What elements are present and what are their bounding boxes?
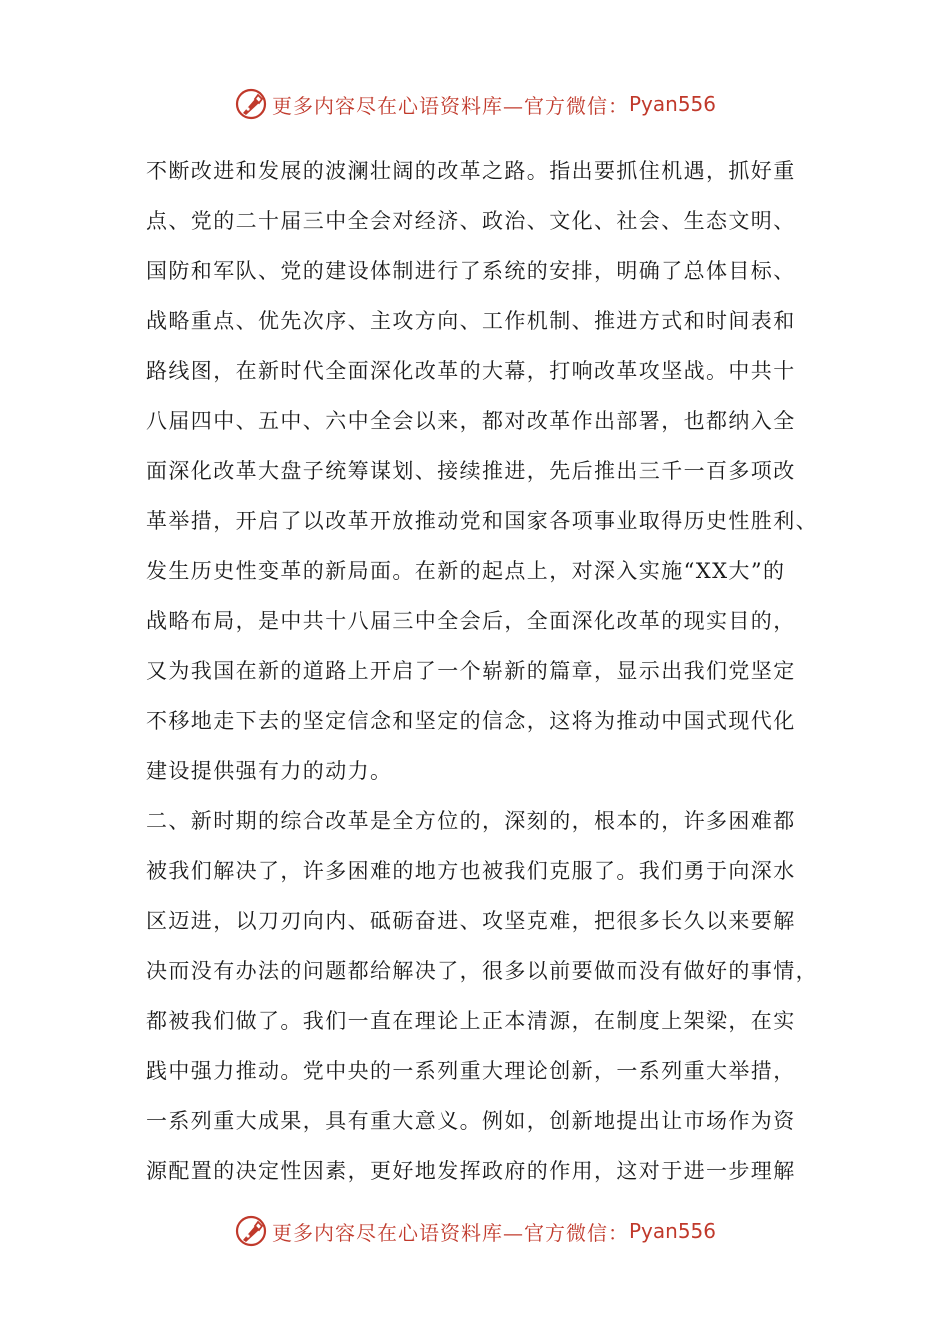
text-line: 点、党的二十届三中全会对经济、政治、文化、社会、生态文明、 — [146, 209, 796, 233]
text-line: 战略布局，是中共十八届三中全会后，全面深化改革的现实目的， — [146, 609, 796, 633]
banner-wechat-id: Pyan556 — [628, 92, 716, 116]
text-line: 面深化改革大盘子统筹谋划、接续推进，先后推出三千一百多项改 — [146, 459, 796, 483]
text-line: 区迈进，以刀刃向内、砥砺奋进、攻坚克难，把很多长久以来要解 — [146, 909, 796, 933]
text-line: 发生历史性变革的新局面。在新的起点上，对深入实施“XX大”的 — [146, 559, 786, 583]
text-line: 不移地走下去的坚定信念和坚定的信念，这将为推动中国式现代化 — [146, 709, 796, 733]
text-line: 一系列重大成果，具有重大意义。例如，创新地提出让市场作为资 — [146, 1109, 796, 1133]
text-line: 又为我国在新的道路上开启了一个崭新的篇章，显示出我们党坚定 — [146, 659, 796, 683]
text-line: 都被我们做了。我们一直在理论上正本清源，在制度上架梁，在实 — [146, 1009, 796, 1033]
pen-nib-icon — [234, 1214, 268, 1248]
banner-wechat-label: 官方微信： — [523, 93, 629, 118]
text-line: 革举措，开启了以改革开放推动党和国家各项事业取得历史性胜利、 — [146, 509, 818, 533]
text-line: 决而没有办法的问题都给解决了，很多以前要做而没有做好的事情， — [146, 959, 818, 983]
text-line: 不断改进和发展的波澜壮阔的改革之路。指出要抓住机遇，抓好重 — [146, 159, 796, 183]
text-line: 源配置的决定性因素，更好地发挥政府的作用，这对于进一步理解 — [146, 1159, 796, 1183]
text-line: 八届四中、五中、六中全会以来，都对改革作出部署，也都纳入全 — [146, 409, 796, 433]
header-banner — [0, 84, 950, 124]
banner-brand-text: 更多内容尽在心语资料库— — [271, 1220, 524, 1245]
text-line: 路线图，在新时代全面深化改革的大幕，打响改革攻坚战。中共十 — [146, 359, 796, 383]
text-line: 被我们解决了，许多困难的地方也被我们克服了。我们勇于向深水 — [146, 859, 796, 883]
text-line: 建设提供强有力的动力。 — [146, 759, 393, 783]
text-line: 国防和军队、党的建设体制进行了系统的安排，明确了总体目标、 — [146, 259, 796, 283]
text-line: 战略重点、优先次序、主攻方向、工作机制、推进方式和时间表和 — [146, 309, 796, 333]
text-line: 二、新时期的综合改革是全方位的，深刻的，根本的，许多困难都 — [146, 809, 796, 833]
pen-nib-icon — [234, 87, 268, 121]
text-line: 践中强力推动。党中央的一系列重大理论创新，一系列重大举措， — [146, 1059, 796, 1083]
banner-wechat-label: 官方微信： — [523, 1220, 629, 1245]
document-body — [146, 146, 816, 1196]
footer-banner — [0, 1211, 950, 1251]
banner-brand-text: 更多内容尽在心语资料库— — [271, 93, 524, 118]
banner-wechat-id: Pyan556 — [628, 1219, 716, 1243]
